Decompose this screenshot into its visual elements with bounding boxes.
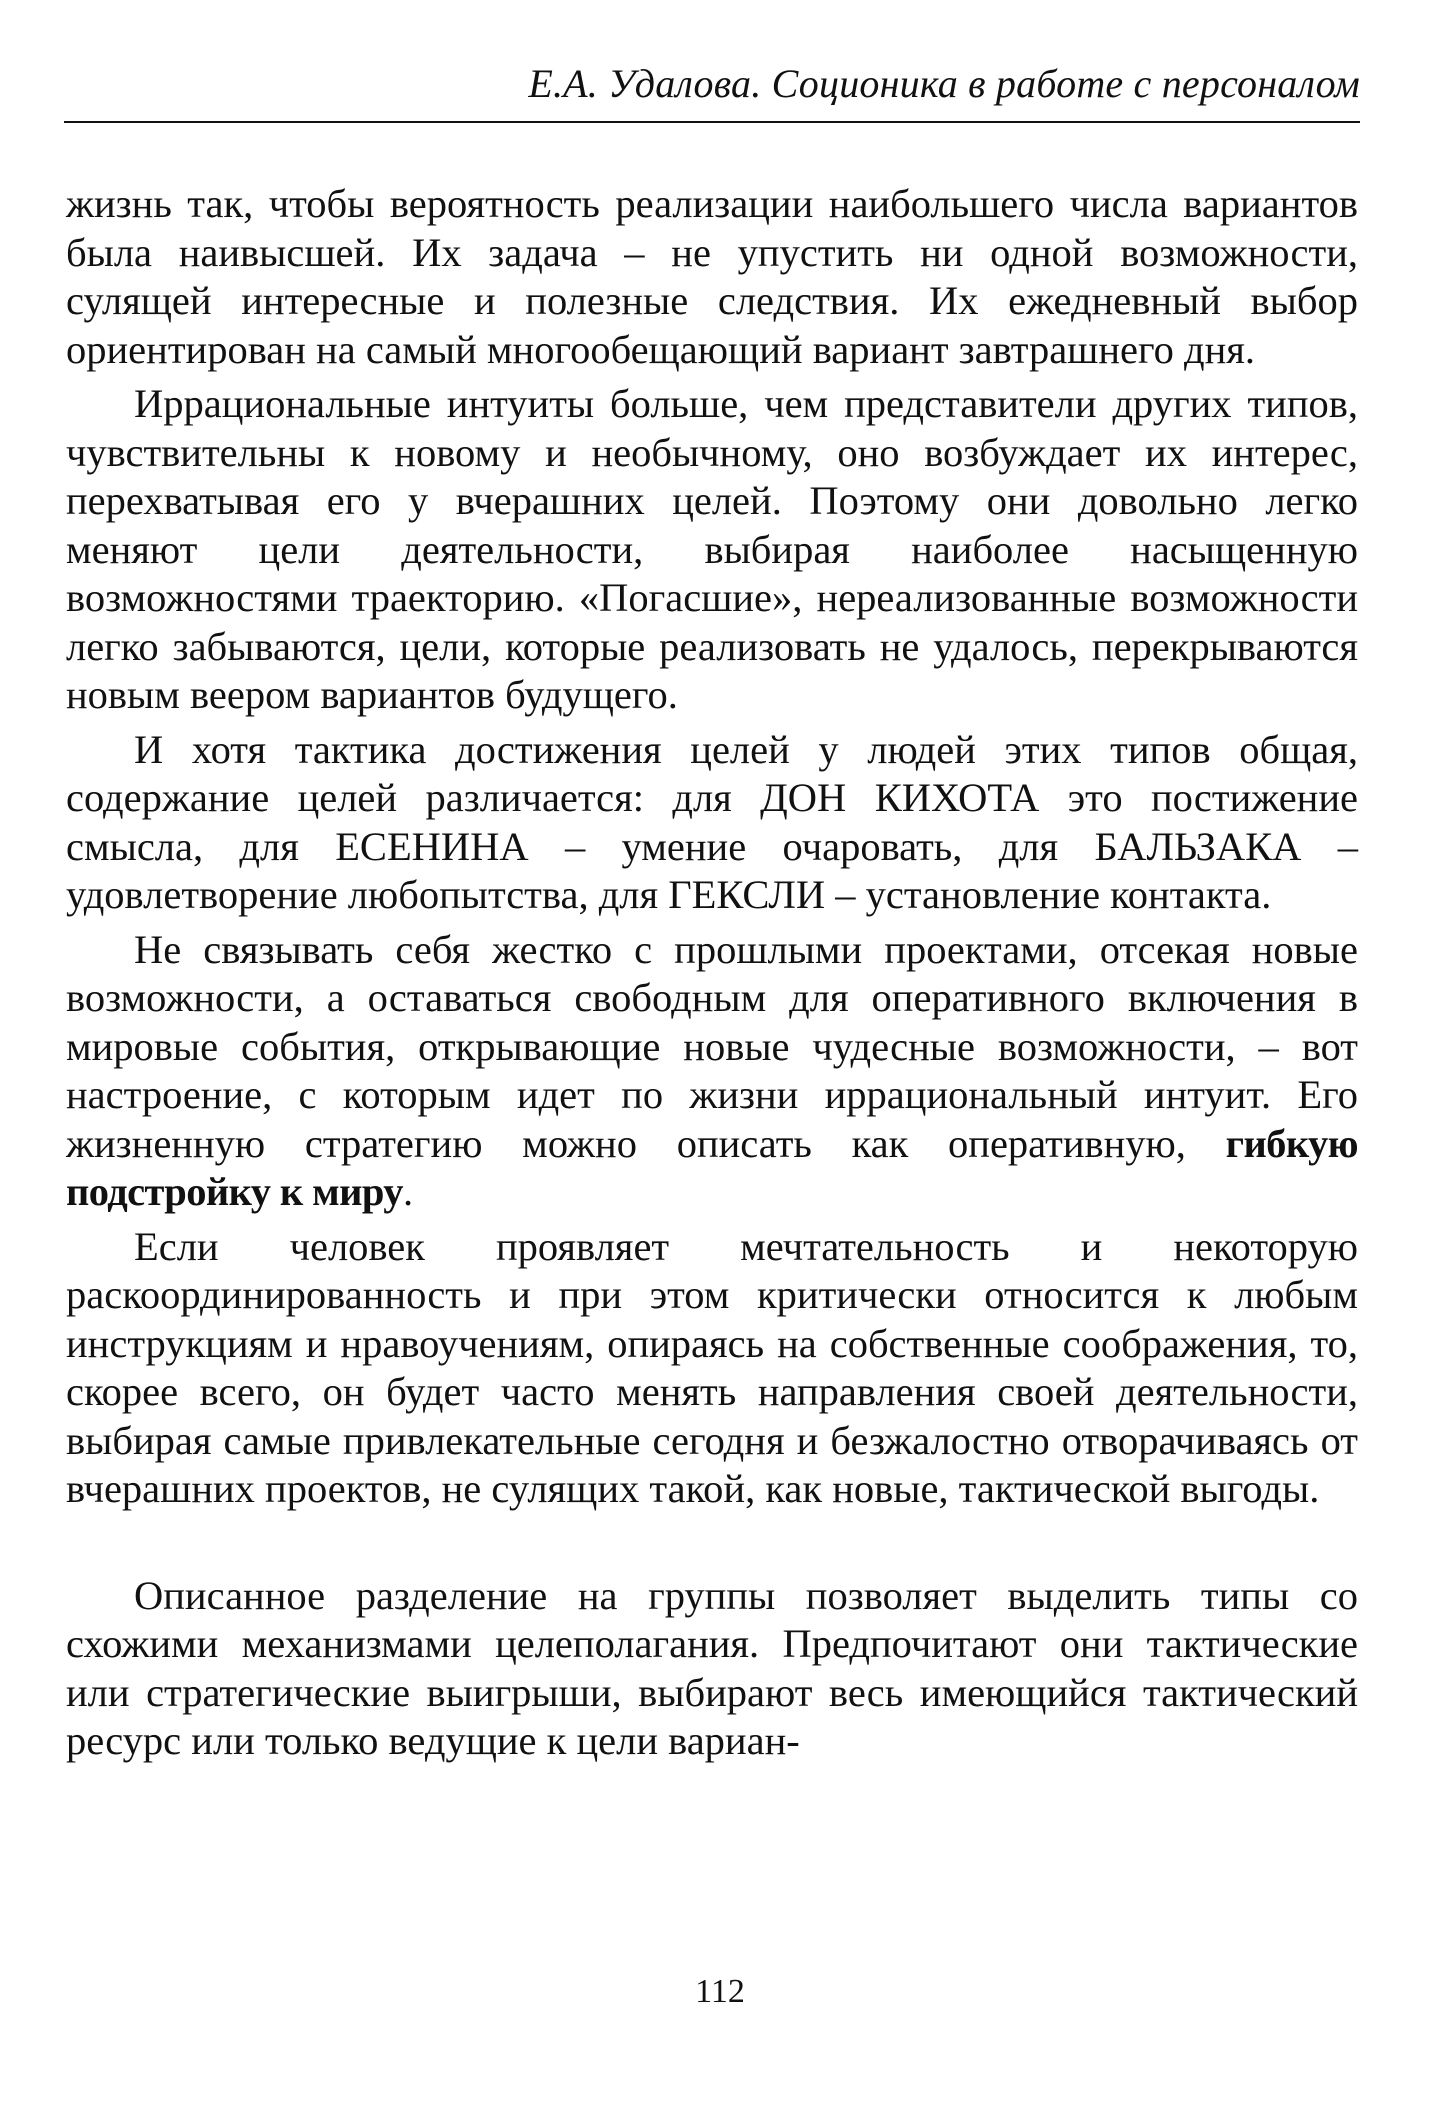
paragraph-3: И хотя тактика достижения целей у людей этих типов общая, содержание целей различается: для ДОН КИХОТА это постижение смысла, для ЕСЕНИНА – умение очаровать, для БАЛЬЗАКА – удовлетворение любопытства, для ГЕКСЛИ – установление контакта.: [66, 726, 1358, 917]
paragraph-2: Иррациональные интуиты больше, чем представители других типов, чувствительны к новому и необычному, оно возбуждает их интерес, перехватывая его у вчерашних целей. Поэтому они довольно легко меняют цели деятельности, выбирая наиболее насыщенную возможностями траекторию. «Погасшие», нереализованные возможности легко забываются, цели, которые реализовать не удалось, перекрываются новым веером вариантов будущего.: [66, 381, 1358, 717]
paragraph-6: Описанное разделение на группы позволяет выделить типы со схожими механизмами целеполагания. Предпочитают они тактические или стратегические выигрыши, выбирают весь имеющийся тактический ресурс или только ведущие к цели вариан-: [66, 1572, 1358, 1763]
page-number: 112: [695, 1973, 745, 2010]
header-rule: [64, 121, 1360, 123]
paragraph-4-bold-phrase: гибкую подстройку к миру: [66, 1120, 1358, 1214]
body-text: [66, 180, 1358, 1766]
paragraph-1: жизнь так, чтобы вероятность реализации наибольшего числа вариантов была наивысшей. Их задача – не упустить ни одной возможности, сулящей интересные и полезные следствия. Их ежедневный выбор ориентирован на самый многообещающий вариант завтрашнего дня.: [66, 181, 1358, 372]
running-header: Е.А. Удалова. Соционика в работе с персоналом: [528, 61, 1360, 106]
paragraph-4: [66, 926, 1358, 1217]
paragraph-5: Если человек проявляет мечтательность и некоторую раскоординированность и при этом критически относится к любым инструкциям и нравоучениям, опираясь на собственные соображения, то, скорее всего, он будет часто менять направления своей деятельности, выбирая самые привлекательные сегодня и безжалостно отворачиваясь от вчерашних проектов, не сулящих такой, как новые, тактической выгоды.: [66, 1223, 1358, 1511]
paragraph-4-text: Не связывать себя жестко с прошлыми проектами, отсекая новые возможности, а оставаться свободным для оперативного включения в мировые события, открывающие новые чудесные возможности, – вот настроение, с которым идет по жизни иррациональный интуит. Его жизненную стратегию можно описать как оперативную,: [66, 926, 1358, 1166]
paragraph-4-end: .: [402, 1169, 414, 1214]
